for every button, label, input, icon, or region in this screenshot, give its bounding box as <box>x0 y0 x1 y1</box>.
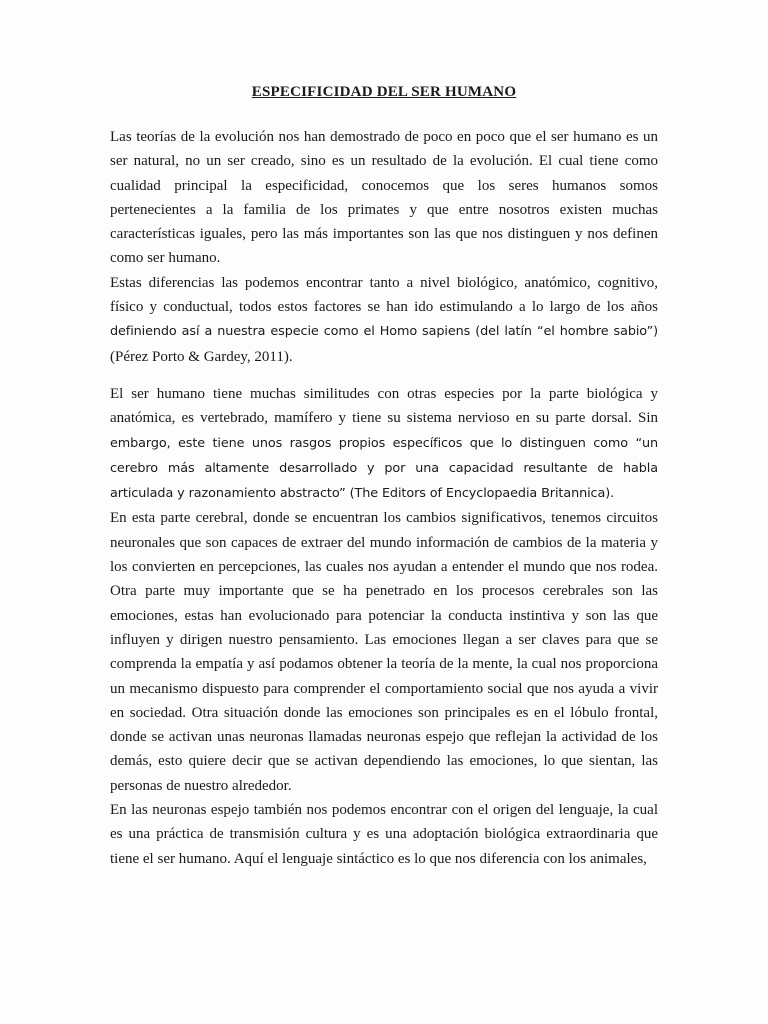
paragraph-2-text: Estas diferencias las podemos encontrar tanto a nivel biológico, anatómico, cognitivo, físico y conductual, todos estos factores se han ido estimulando a lo largo de los años <box>110 274 658 316</box>
paragraph-1-text: Las teorías de la evolución nos han demostrado de poco en poco que el ser humano es un ser natural, no un ser creado, sino es un resultado de la evolución. El cual tiene como cualidad principal la especificidad, conocemos que los seres humanos somos pertenecientes a la familia de los primates y que entre nosotros existen muchas características iguales, pero las más importantes son las que nos distinguen y nos definen como ser humano. <box>110 129 658 267</box>
paragraph-3-text: El ser humano tiene muchas similitudes con otras especies por la parte biológica y anatómica, es vertebrado, mamífero y tiene su sistema nervioso en su parte dorsal. Sin <box>110 385 658 427</box>
document-body <box>110 125 658 871</box>
paragraph-3-quote: embargo, este tiene unos rasgos propios específicos que lo distinguen como “un cerebro más altamente desarrollado y por una capacidad resultante de habla articulada y razonamiento abstracto” (The Editors of Encyclopaedia Britannica). <box>110 435 658 502</box>
paragraph-5-text: En las neuronas espejo también nos podemos encontrar con el origen del lenguaje, la cual es una práctica de transmisión cultura y es una adoptación biológica extraordinaria que tiene el ser humano. Aquí el lenguaje sintáctico es lo que nos diferencia con los animales, <box>110 802 658 867</box>
paragraph-2-citation: (Pérez Porto & Gardey, 2011). <box>110 348 293 365</box>
paragraph-1 <box>110 125 658 271</box>
paragraph-3 <box>110 382 658 506</box>
paragraph-4 <box>110 506 658 798</box>
paragraph-2 <box>110 271 658 369</box>
paragraph-2-quote: definiendo así a nuestra especie como el Homo sapiens (del latín “el hombre sabio”) <box>110 324 658 340</box>
paragraph-5 <box>110 798 658 871</box>
document-title: ESPECIFICIDAD DEL SER HUMANO <box>251 84 517 100</box>
paragraph-4-text: En esta parte cerebral, donde se encuentran los cambios significativos, tenemos circuitos neuronales que son capaces de extraer del mundo información de cambios de la materia y los convierten en percepciones, las cuales nos ayudan a entender el mundo que nos rodea. Otra parte muy importante que se ha penetrado en los procesos cerebrales son las emociones, estas han evolucionado para potenciar la conducta instintiva y son las que influyen y dirigen nuestro pensamiento. Las emociones llegan a ser claves para que se comprenda la empatía y así podamos obtener la teoría de la mente, la cual nos proporciona un mecanismo dispuesto para comprender el comportamiento social que nos ayuda a vivir en sociedad. Otra situación donde las emociones son principales es en el lóbulo frontal, donde se activan unas neuronas llamadas neuronas espejo que reflejan la actividad de los demás, esto quiere decir que se activan dependiendo las emociones, lo que sientan, las personas de nuestro alrededor. <box>110 510 658 794</box>
